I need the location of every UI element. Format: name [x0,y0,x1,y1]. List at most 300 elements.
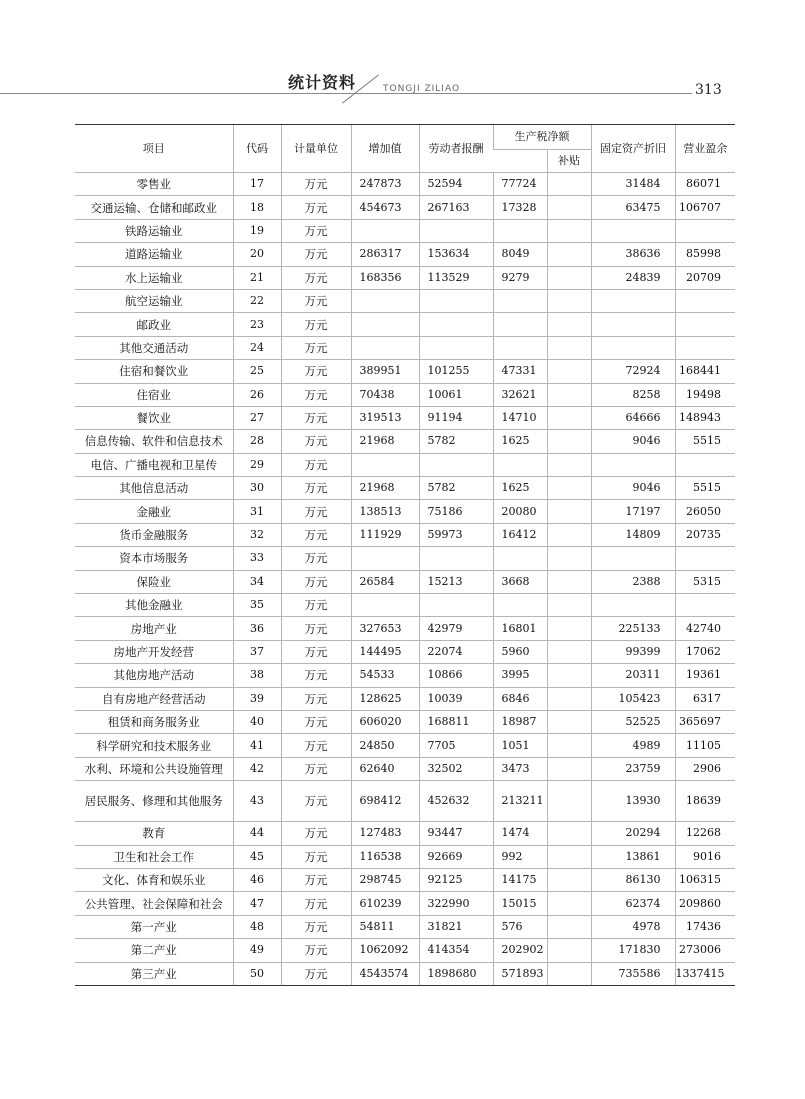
cell-value-added: 111929 [351,523,419,546]
cell-net-tax: 18987 [493,710,547,733]
cell-subsidy [547,219,591,242]
table-row [75,915,735,938]
cell-unit: 万元 [281,710,351,733]
cell-net-tax: 15015 [493,892,547,915]
cell-code: 38 [233,664,281,687]
cell-depreciation [591,547,675,570]
table-row [75,757,735,780]
col-header-labor-comp: 劳动者报酬 [419,125,493,173]
cell-labor-comp [419,547,493,570]
cell-item: 第一产业 [75,915,233,938]
cell-code: 27 [233,406,281,429]
table-row [75,453,735,476]
cell-surplus: 18639 [675,781,735,822]
cell-depreciation: 9046 [591,430,675,453]
cell-value-added: 26584 [351,570,419,593]
cell-subsidy [547,710,591,733]
cell-net-tax [493,336,547,359]
cell-unit: 万元 [281,360,351,383]
table-row [75,547,735,570]
cell-labor-comp: 153634 [419,243,493,266]
cell-subsidy [547,173,591,196]
cell-net-tax: 571893 [493,962,547,985]
cell-labor-comp [419,336,493,359]
table-row [75,617,735,640]
cell-unit: 万元 [281,570,351,593]
cell-depreciation: 225133 [591,617,675,640]
cell-net-tax [493,594,547,617]
cell-net-tax: 202902 [493,939,547,962]
cell-unit: 万元 [281,939,351,962]
cell-net-tax: 16412 [493,523,547,546]
cell-unit: 万元 [281,523,351,546]
cell-surplus: 106315 [675,868,735,891]
cell-value-added: 698412 [351,781,419,822]
cell-code: 45 [233,845,281,868]
cell-labor-comp: 452632 [419,781,493,822]
cell-code: 40 [233,710,281,733]
cell-surplus [675,336,735,359]
cell-subsidy [547,430,591,453]
cell-value-added: 247873 [351,173,419,196]
cell-depreciation: 9046 [591,477,675,500]
cell-labor-comp: 5782 [419,430,493,453]
table-row [75,477,735,500]
table-row [75,383,735,406]
cell-unit: 万元 [281,822,351,845]
cell-value-added: 454673 [351,196,419,219]
col-header-net-tax: 生产税净额 [493,125,591,150]
cell-code: 20 [233,243,281,266]
cell-item: 房地产业 [75,617,233,640]
cell-item: 资本市场服务 [75,547,233,570]
cell-subsidy [547,313,591,336]
table-row [75,219,735,242]
cell-net-tax: 3995 [493,664,547,687]
cell-code: 36 [233,617,281,640]
cell-net-tax: 8049 [493,243,547,266]
cell-depreciation: 171830 [591,939,675,962]
cell-code: 37 [233,640,281,663]
cell-net-tax [493,219,547,242]
cell-unit: 万元 [281,640,351,663]
cell-item: 其他交通活动 [75,336,233,359]
cell-depreciation: 64666 [591,406,675,429]
cell-labor-comp: 101255 [419,360,493,383]
table-row [75,313,735,336]
table-row [75,266,735,289]
cell-value-added: 4543574 [351,962,419,985]
cell-item: 信息传输、软件和信息技术 [75,430,233,453]
cell-item: 住宿和餐饮业 [75,360,233,383]
cell-code: 19 [233,219,281,242]
cell-labor-comp: 42979 [419,617,493,640]
cell-item: 第二产业 [75,939,233,962]
cell-unit: 万元 [281,266,351,289]
table-row [75,734,735,757]
cell-value-added: 389951 [351,360,419,383]
cell-code: 17 [233,173,281,196]
cell-value-added: 116538 [351,845,419,868]
cell-depreciation [591,219,675,242]
cell-subsidy [547,453,591,476]
cell-net-tax: 6846 [493,687,547,710]
cell-code: 32 [233,523,281,546]
cell-labor-comp: 31821 [419,915,493,938]
cell-net-tax: 9279 [493,266,547,289]
table-row [75,710,735,733]
cell-value-added [351,219,419,242]
col-header-unit: 计量单位 [281,125,351,173]
cell-depreciation: 2388 [591,570,675,593]
cell-labor-comp [419,453,493,476]
cell-net-tax [493,453,547,476]
cell-labor-comp: 92669 [419,845,493,868]
cell-value-added: 286317 [351,243,419,266]
cell-surplus: 1337415 [675,962,735,985]
cell-code: 28 [233,430,281,453]
cell-net-tax: 992 [493,845,547,868]
cell-subsidy [547,845,591,868]
cell-item: 租赁和商务服务业 [75,710,233,733]
table-row [75,845,735,868]
cell-unit: 万元 [281,734,351,757]
cell-labor-comp: 92125 [419,868,493,891]
cell-depreciation [591,289,675,312]
cell-labor-comp [419,313,493,336]
table-row [75,173,735,196]
table-row [75,822,735,845]
cell-code: 26 [233,383,281,406]
cell-labor-comp: 113529 [419,266,493,289]
cell-labor-comp: 52594 [419,173,493,196]
table-row [75,939,735,962]
cell-item: 水利、环境和公共设施管理 [75,757,233,780]
cell-surplus [675,289,735,312]
cell-depreciation: 99399 [591,640,675,663]
cell-surplus: 209860 [675,892,735,915]
cell-item: 科学研究和技术服务业 [75,734,233,757]
cell-labor-comp: 91194 [419,406,493,429]
cell-code: 24 [233,336,281,359]
cell-surplus: 365697 [675,710,735,733]
cell-code: 48 [233,915,281,938]
cell-unit: 万元 [281,430,351,453]
cell-surplus [675,453,735,476]
cell-value-added [351,336,419,359]
cell-code: 30 [233,477,281,500]
cell-unit: 万元 [281,219,351,242]
cell-code: 18 [233,196,281,219]
cell-surplus: 273006 [675,939,735,962]
table-row [75,406,735,429]
cell-item: 航空运输业 [75,289,233,312]
cell-value-added: 327653 [351,617,419,640]
cell-surplus: 86071 [675,173,735,196]
cell-subsidy [547,547,591,570]
table-row [75,430,735,453]
cell-item: 自有房地产经营活动 [75,687,233,710]
cell-item: 其他金融业 [75,594,233,617]
col-header-net-tax-blank [493,150,547,173]
cell-subsidy [547,594,591,617]
cell-subsidy [547,687,591,710]
table-row [75,243,735,266]
cell-depreciation: 24839 [591,266,675,289]
cell-subsidy [547,822,591,845]
cell-surplus: 5315 [675,570,735,593]
cell-depreciation: 38636 [591,243,675,266]
cell-value-added [351,547,419,570]
cell-subsidy [547,939,591,962]
cell-depreciation [591,594,675,617]
cell-net-tax [493,313,547,336]
page-number: 313 [695,82,722,98]
table-row [75,892,735,915]
cell-net-tax: 14175 [493,868,547,891]
cell-depreciation: 86130 [591,868,675,891]
cell-value-added [351,313,419,336]
header-subtitle: TONGJI ZILIAO [383,84,461,94]
cell-net-tax: 576 [493,915,547,938]
cell-labor-comp: 10061 [419,383,493,406]
cell-surplus: 85998 [675,243,735,266]
cell-subsidy [547,781,591,822]
cell-subsidy [547,868,591,891]
col-header-value-added: 增加值 [351,125,419,173]
cell-depreciation: 8258 [591,383,675,406]
header-rule-left [0,93,372,94]
cell-labor-comp: 1898680 [419,962,493,985]
cell-code: 43 [233,781,281,822]
col-header-depreciation: 固定资产折旧 [591,125,675,173]
cell-unit: 万元 [281,892,351,915]
cell-subsidy [547,570,591,593]
cell-net-tax: 20080 [493,500,547,523]
cell-surplus: 106707 [675,196,735,219]
cell-depreciation: 72924 [591,360,675,383]
table-row [75,687,735,710]
cell-unit: 万元 [281,406,351,429]
cell-code: 21 [233,266,281,289]
cell-value-added [351,453,419,476]
cell-item: 其他信息活动 [75,477,233,500]
cell-unit: 万元 [281,313,351,336]
cell-value-added: 127483 [351,822,419,845]
cell-subsidy [547,664,591,687]
cell-unit: 万元 [281,196,351,219]
cell-labor-comp: 7705 [419,734,493,757]
cell-unit: 万元 [281,336,351,359]
cell-item: 金融业 [75,500,233,523]
table-row [75,868,735,891]
cell-net-tax: 17328 [493,196,547,219]
cell-surplus: 20735 [675,523,735,546]
cell-labor-comp: 22074 [419,640,493,663]
cell-net-tax: 3473 [493,757,547,780]
cell-labor-comp: 75186 [419,500,493,523]
col-header-item: 项目 [75,125,233,173]
cell-depreciation: 31484 [591,173,675,196]
cell-depreciation: 20294 [591,822,675,845]
cell-surplus: 20709 [675,266,735,289]
cell-item: 水上运输业 [75,266,233,289]
cell-subsidy [547,289,591,312]
cell-subsidy [547,962,591,985]
cell-net-tax: 213211 [493,781,547,822]
cell-surplus: 5515 [675,477,735,500]
table-row [75,570,735,593]
cell-labor-comp: 322990 [419,892,493,915]
cell-labor-comp: 15213 [419,570,493,593]
cell-net-tax: 1051 [493,734,547,757]
cell-net-tax: 1625 [493,430,547,453]
cell-labor-comp: 32502 [419,757,493,780]
cell-code: 50 [233,962,281,985]
cell-value-added: 144495 [351,640,419,663]
cell-surplus: 19498 [675,383,735,406]
cell-net-tax: 3668 [493,570,547,593]
table-row [75,289,735,312]
cell-subsidy [547,196,591,219]
cell-value-added: 21968 [351,430,419,453]
cell-value-added: 21968 [351,477,419,500]
cell-labor-comp: 93447 [419,822,493,845]
cell-code: 34 [233,570,281,593]
table-row [75,781,735,822]
cell-unit: 万元 [281,289,351,312]
cell-net-tax: 16801 [493,617,547,640]
cell-surplus: 9016 [675,845,735,868]
cell-code: 35 [233,594,281,617]
cell-net-tax: 5960 [493,640,547,663]
cell-surplus: 26050 [675,500,735,523]
cell-labor-comp: 414354 [419,939,493,962]
cell-unit: 万元 [281,173,351,196]
cell-subsidy [547,734,591,757]
cell-depreciation [591,336,675,359]
cell-depreciation: 20311 [591,664,675,687]
cell-depreciation: 52525 [591,710,675,733]
cell-code: 25 [233,360,281,383]
cell-item: 其他房地产活动 [75,664,233,687]
cell-item: 交通运输、仓储和邮政业 [75,196,233,219]
cell-value-added: 138513 [351,500,419,523]
cell-subsidy [547,892,591,915]
cell-code: 49 [233,939,281,962]
cell-surplus: 11105 [675,734,735,757]
cell-subsidy [547,243,591,266]
cell-subsidy [547,383,591,406]
table-row [75,640,735,663]
cell-labor-comp [419,289,493,312]
table-row [75,664,735,687]
cell-value-added: 128625 [351,687,419,710]
cell-labor-comp [419,219,493,242]
cell-value-added: 24850 [351,734,419,757]
cell-value-added: 298745 [351,868,419,891]
cell-value-added: 70438 [351,383,419,406]
cell-code: 42 [233,757,281,780]
cell-depreciation: 17197 [591,500,675,523]
cell-unit: 万元 [281,664,351,687]
cell-subsidy [547,406,591,429]
cell-subsidy [547,617,591,640]
cell-unit: 万元 [281,687,351,710]
cell-depreciation: 63475 [591,196,675,219]
cell-value-added: 1062092 [351,939,419,962]
cell-value-added: 319513 [351,406,419,429]
cell-value-added: 610239 [351,892,419,915]
cell-item: 文化、体育和娱乐业 [75,868,233,891]
cell-surplus [675,313,735,336]
cell-net-tax: 77724 [493,173,547,196]
cell-item: 教育 [75,822,233,845]
cell-value-added: 606020 [351,710,419,733]
cell-subsidy [547,360,591,383]
table-row [75,523,735,546]
cell-unit: 万元 [281,383,351,406]
cell-surplus: 2906 [675,757,735,780]
cell-item: 铁路运输业 [75,219,233,242]
cell-item: 房地产开发经营 [75,640,233,663]
col-header-subsidy: 补贴 [547,150,591,173]
cell-depreciation [591,313,675,336]
cell-net-tax [493,547,547,570]
cell-unit: 万元 [281,477,351,500]
cell-unit: 万元 [281,500,351,523]
cell-code: 47 [233,892,281,915]
cell-surplus: 42740 [675,617,735,640]
cell-labor-comp [419,594,493,617]
cell-surplus: 19361 [675,664,735,687]
table-row [75,500,735,523]
cell-net-tax: 1474 [493,822,547,845]
cell-labor-comp: 267163 [419,196,493,219]
cell-item: 电信、广播电视和卫星传 [75,453,233,476]
cell-depreciation [591,453,675,476]
table-row [75,962,735,985]
cell-unit: 万元 [281,243,351,266]
cell-unit: 万元 [281,757,351,780]
cell-subsidy [547,266,591,289]
cell-depreciation: 4978 [591,915,675,938]
cell-value-added: 54533 [351,664,419,687]
cell-code: 29 [233,453,281,476]
cell-value-added [351,289,419,312]
cell-unit: 万元 [281,915,351,938]
col-header-code: 代码 [233,125,281,173]
cell-unit: 万元 [281,962,351,985]
cell-item: 公共管理、社会保障和社会 [75,892,233,915]
cell-labor-comp: 59973 [419,523,493,546]
cell-item: 卫生和社会工作 [75,845,233,868]
cell-unit: 万元 [281,617,351,640]
cell-surplus: 17062 [675,640,735,663]
cell-surplus [675,547,735,570]
cell-value-added [351,594,419,617]
cell-item: 道路运输业 [75,243,233,266]
cell-net-tax: 47331 [493,360,547,383]
cell-subsidy [547,915,591,938]
cell-unit: 万元 [281,781,351,822]
cell-net-tax: 14710 [493,406,547,429]
cell-subsidy [547,523,591,546]
cell-unit: 万元 [281,845,351,868]
cell-labor-comp: 5782 [419,477,493,500]
cell-unit: 万元 [281,453,351,476]
cell-subsidy [547,477,591,500]
